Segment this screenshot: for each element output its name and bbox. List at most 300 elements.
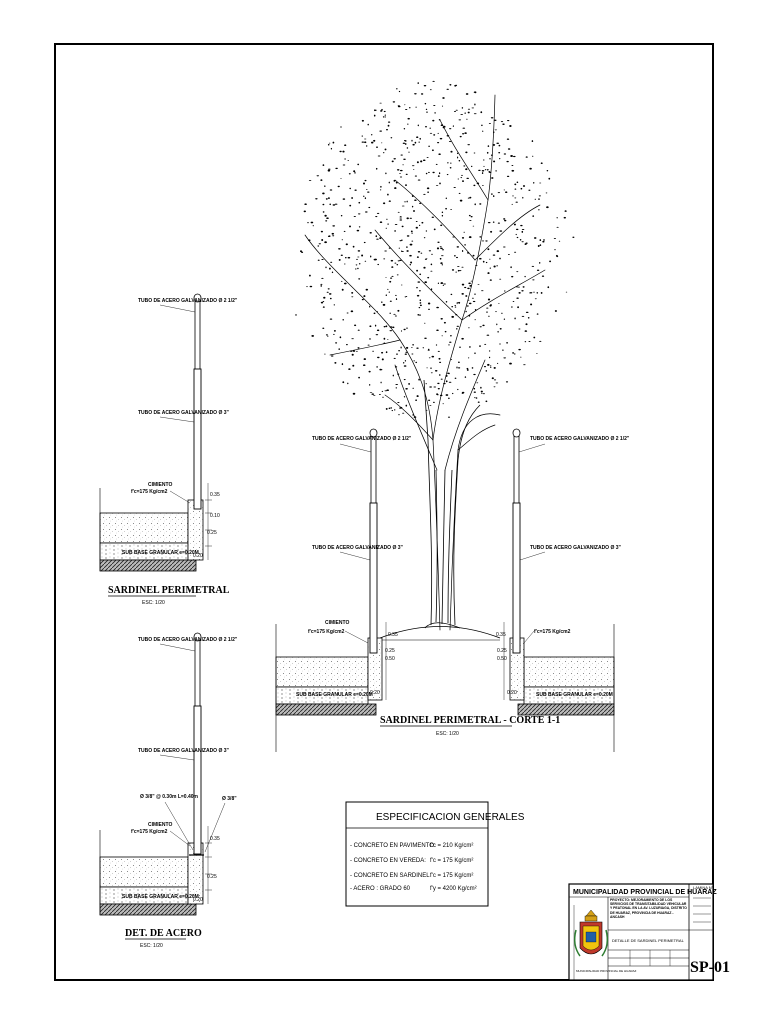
leaf-mark — [450, 163, 452, 164]
leaf-mark — [413, 169, 414, 170]
leaf-mark — [351, 310, 354, 312]
leaf-mark — [442, 97, 444, 99]
leaf-mark — [506, 161, 508, 162]
dim-label: 0.25 — [207, 530, 217, 536]
leaf-mark — [339, 151, 341, 152]
leaf-mark — [450, 335, 452, 336]
leaf-mark — [458, 178, 459, 179]
leaf-mark — [353, 246, 355, 248]
leaf-mark — [541, 162, 543, 164]
leaf-mark — [478, 402, 480, 403]
leaf-mark — [513, 156, 516, 157]
leaf-mark — [517, 306, 519, 308]
leaf-mark — [399, 240, 401, 241]
leaf-mark — [471, 216, 473, 217]
leaf-mark — [465, 168, 467, 170]
leaf-mark — [458, 119, 461, 120]
leaf-mark — [537, 292, 539, 293]
leaf-mark — [516, 297, 519, 298]
leaf-mark — [542, 241, 544, 243]
leaf-mark — [391, 276, 393, 277]
leaf-mark — [404, 396, 405, 397]
leaf-mark — [399, 219, 402, 220]
leaf-mark — [405, 353, 407, 354]
leaf-mark — [335, 168, 338, 169]
leaf-mark — [465, 376, 466, 378]
leaf-mark — [394, 187, 396, 189]
leaf-mark — [418, 251, 421, 253]
leaf-mark — [454, 305, 456, 306]
leaf-mark — [311, 335, 314, 337]
leaf-mark — [488, 145, 490, 147]
leaf-mark — [363, 196, 364, 197]
dim-label: 0.35 — [210, 492, 220, 498]
dim-label: 0.25 — [497, 648, 507, 654]
leaf-mark — [359, 263, 361, 264]
leaf-mark — [438, 351, 440, 352]
scale-label: ESC: 1/20 — [436, 731, 459, 737]
leaf-mark — [328, 288, 330, 289]
leaf-mark — [453, 187, 455, 188]
leaf-mark — [380, 186, 381, 188]
callout-label: TUBO DE ACERO GALVANIZADO Ø 2 1/2" — [138, 637, 238, 643]
leaf-mark — [443, 403, 444, 404]
leaf-mark — [471, 281, 473, 282]
leaf-mark — [330, 189, 333, 190]
leaf-mark — [412, 144, 414, 146]
leaf-mark — [436, 164, 438, 165]
leaf-mark — [474, 397, 476, 398]
tree-trunk — [424, 380, 480, 628]
callout-label: SUB BASE GRANULAR e=0.20M — [122, 550, 199, 556]
leaf-mark — [397, 274, 399, 275]
leaf-mark — [452, 393, 453, 394]
leaf-mark — [392, 327, 394, 329]
leaf-mark — [525, 323, 527, 325]
leaf-mark — [377, 357, 380, 358]
leaf-mark — [511, 165, 513, 166]
leaf-mark — [405, 184, 407, 186]
title-block-lamina-label: LAMINA N° — [693, 885, 714, 890]
leaf-mark — [490, 365, 491, 366]
leaf-mark — [493, 221, 494, 223]
leaf-mark — [419, 314, 420, 316]
leaf-mark — [459, 193, 461, 194]
leaf-mark — [338, 248, 341, 249]
leaf-mark — [368, 124, 369, 126]
leaf-mark — [456, 110, 458, 111]
leaf-mark — [411, 233, 412, 234]
leaf-mark — [526, 312, 529, 313]
leaf-mark — [384, 251, 387, 252]
leaf-mark — [505, 191, 507, 193]
leaf-mark — [487, 152, 489, 154]
leaf-mark — [363, 364, 366, 366]
leaf-mark — [371, 134, 372, 135]
leaf-mark — [484, 344, 486, 345]
leaf-mark — [556, 217, 558, 218]
leaf-mark — [335, 342, 337, 343]
leaf-mark — [323, 301, 325, 302]
leaf-mark — [426, 230, 427, 231]
leaf-mark — [421, 253, 423, 254]
leaf-mark — [323, 306, 325, 307]
leaf-mark — [357, 257, 359, 258]
leaf-mark — [418, 125, 419, 127]
leaf-mark — [469, 236, 472, 238]
leaf-mark — [530, 303, 532, 305]
leaf-mark — [473, 255, 475, 257]
leaf-mark — [436, 307, 439, 309]
leaf-mark — [377, 330, 380, 332]
leaf-mark — [338, 186, 340, 187]
leaf-mark — [373, 140, 375, 142]
dim-label: 0.10 — [210, 513, 220, 519]
leaf-mark — [498, 192, 500, 193]
callout-label: f'c=175 Kg/cm2 — [308, 629, 345, 635]
leaf-mark — [488, 316, 490, 317]
leaf-mark — [401, 155, 403, 156]
leaf-mark — [493, 195, 494, 197]
leaf-mark — [366, 145, 367, 146]
leaf-mark — [413, 360, 415, 361]
leaf-mark — [391, 266, 393, 268]
leaf-mark — [418, 142, 420, 143]
leaf-mark — [466, 178, 469, 179]
leaf-mark — [454, 85, 456, 87]
leaf-mark — [455, 378, 457, 379]
leaf-mark — [490, 279, 492, 280]
leaf-mark — [326, 198, 328, 200]
leaf-mark — [467, 144, 470, 145]
leaf-mark — [412, 165, 415, 166]
leaf-mark — [351, 197, 353, 199]
leaf-mark — [417, 161, 419, 163]
leaf-mark — [368, 207, 370, 208]
leaf-mark — [468, 112, 470, 114]
leaf-mark — [358, 250, 361, 252]
leaf-mark — [412, 206, 413, 208]
leaf-mark — [376, 334, 379, 335]
leaf-mark — [395, 316, 397, 317]
leaf-mark — [446, 380, 448, 382]
leaf-mark — [382, 391, 383, 392]
leaf-mark — [520, 225, 522, 226]
leaf-mark — [343, 164, 346, 165]
leaf-mark — [522, 229, 525, 230]
leaf-mark — [483, 261, 485, 263]
leaf-mark — [432, 81, 434, 82]
leaf-mark — [442, 106, 443, 107]
leaf-mark — [363, 295, 365, 297]
leaf-mark — [490, 268, 491, 269]
leaf-mark — [439, 182, 441, 184]
leaf-mark — [439, 374, 440, 376]
leaf-mark — [432, 172, 434, 173]
leaf-mark — [491, 177, 493, 179]
leaf-mark — [461, 175, 463, 176]
leaf-mark — [370, 392, 373, 393]
leaf-mark — [335, 204, 338, 205]
leaf-mark — [472, 367, 474, 369]
leaf-mark — [387, 223, 388, 224]
callout-label: TUBO DE ACERO GALVANIZADO Ø 3" — [530, 545, 621, 551]
leaf-mark — [334, 304, 335, 305]
leaf-mark — [407, 201, 408, 203]
leaf-mark — [446, 301, 448, 303]
leaf-mark — [485, 169, 486, 170]
leaf-mark — [469, 220, 471, 221]
leaf-mark — [494, 379, 496, 380]
leaf-mark — [409, 107, 410, 108]
leaf-mark — [440, 246, 442, 247]
leaf-mark — [326, 334, 328, 335]
leaf-mark — [414, 199, 417, 200]
leaf-mark — [464, 244, 466, 245]
leaf-mark — [538, 209, 539, 210]
leaf-mark — [405, 360, 406, 362]
leaf-mark — [462, 284, 464, 286]
leaf-mark — [368, 345, 370, 346]
leaf-mark — [344, 264, 345, 265]
leaf-mark — [347, 383, 348, 385]
leaf-mark — [487, 248, 489, 250]
leaf-mark — [376, 239, 379, 240]
leaf-mark — [407, 147, 409, 148]
leaf-mark — [543, 239, 545, 240]
dim-label: 0.25 — [385, 648, 395, 654]
leaf-mark — [411, 241, 413, 242]
leaf-mark — [515, 202, 517, 203]
leaf-mark — [468, 327, 470, 328]
leaf-mark — [427, 157, 429, 158]
leaf-mark — [481, 125, 483, 126]
callout-label: Ø 3/8" — [222, 796, 237, 802]
leaf-mark — [471, 166, 472, 167]
leaf-mark — [440, 318, 442, 320]
leaf-mark — [516, 229, 519, 230]
leaf-mark — [416, 221, 418, 222]
leaf-mark — [520, 357, 522, 358]
leaf-mark — [555, 310, 557, 312]
leaf-mark — [358, 202, 360, 204]
leaf-mark — [428, 172, 430, 173]
leaf-mark — [327, 292, 329, 293]
leaf-mark — [389, 182, 390, 184]
leaf-mark — [462, 133, 464, 134]
leaf-mark — [459, 347, 461, 348]
leaf-mark — [429, 386, 432, 387]
leaf-mark — [538, 198, 540, 200]
leaf-mark — [370, 256, 371, 258]
leaf-mark — [463, 165, 465, 166]
leaf-mark — [522, 197, 523, 199]
leaf-mark — [395, 224, 398, 225]
leaf-mark — [362, 136, 364, 137]
leaf-mark — [440, 258, 442, 260]
leaf-mark — [474, 293, 475, 295]
leaf-mark — [517, 181, 519, 183]
leaf-mark — [330, 262, 332, 263]
leaf-mark — [497, 265, 498, 267]
leaf-mark — [341, 255, 343, 256]
leaf-mark — [451, 316, 454, 318]
leaf-mark — [348, 257, 351, 259]
leaf-mark — [420, 160, 422, 162]
leaf-mark — [344, 231, 346, 232]
leaf-mark — [506, 342, 508, 343]
leaf-mark — [407, 118, 409, 120]
leaf-mark — [496, 143, 499, 144]
leaf-mark — [332, 271, 333, 273]
leaf-mark — [385, 173, 386, 175]
leaf-mark — [322, 204, 324, 206]
leaf-mark — [483, 159, 484, 160]
leaf-mark — [405, 109, 407, 110]
leaf-mark — [446, 394, 449, 396]
leaf-mark — [386, 294, 387, 296]
detail-det-de-acero — [100, 633, 238, 949]
leaf-mark — [393, 101, 396, 102]
title-block-project-wrap — [610, 898, 688, 929]
leaf-mark — [467, 368, 469, 370]
callout-label: f'c=175 Kg/cm2 — [131, 489, 168, 495]
scale-label: ESC: 1/20 — [140, 943, 163, 949]
leaf-mark — [554, 238, 556, 239]
leaf-mark — [503, 357, 506, 358]
leaf-mark — [363, 183, 365, 185]
leaf-mark — [442, 264, 443, 265]
leaf-mark — [532, 156, 533, 157]
leaf-mark — [342, 151, 344, 152]
leaf-mark — [405, 140, 407, 142]
leaf-mark — [440, 262, 442, 264]
leaf-mark — [344, 158, 345, 159]
leaf-mark — [514, 224, 516, 226]
leaf-mark — [506, 381, 508, 382]
leaf-mark — [427, 187, 429, 189]
leaf-mark — [441, 379, 443, 380]
leaf-mark — [532, 266, 535, 267]
leaf-mark — [342, 289, 344, 291]
leaf-mark — [461, 338, 464, 340]
leaf-mark — [513, 301, 515, 302]
leaf-mark — [404, 128, 405, 129]
leaf-mark — [502, 123, 504, 124]
leaf-mark — [548, 178, 550, 180]
leaf-mark — [323, 164, 325, 166]
leaf-mark — [466, 93, 469, 95]
leaf-mark — [424, 323, 425, 324]
leaf-mark — [436, 329, 439, 331]
callout-label: TUBO DE ACERO GALVANIZADO Ø 2 1/2" — [530, 436, 630, 442]
leaf-mark — [391, 137, 393, 138]
leaf-mark — [474, 113, 477, 114]
leaf-mark — [382, 397, 384, 398]
leaf-mark — [421, 222, 423, 224]
leaf-mark — [556, 227, 558, 228]
leaf-mark — [482, 185, 484, 186]
leaf-mark — [389, 330, 392, 331]
leaf-mark — [374, 313, 376, 315]
leaf-mark — [393, 158, 396, 159]
leaf-mark — [404, 104, 405, 105]
leaf-mark — [434, 112, 436, 113]
leaf-mark — [507, 176, 509, 177]
leaf-mark — [365, 197, 366, 199]
leaf-mark — [432, 149, 434, 151]
leaf-mark — [556, 255, 558, 257]
leaf-mark — [514, 353, 515, 354]
leaf-mark — [383, 202, 385, 204]
leaf-mark — [493, 160, 495, 162]
leaf-mark — [498, 222, 500, 223]
leaf-mark — [501, 121, 503, 122]
leaf-mark — [521, 290, 523, 291]
leaf-mark — [539, 341, 541, 342]
leaf-mark — [522, 316, 525, 317]
leaf-mark — [438, 133, 439, 134]
leaf-mark — [395, 384, 398, 385]
leaf-mark — [327, 336, 328, 337]
leaf-mark — [475, 319, 476, 320]
leaf-mark — [358, 213, 361, 214]
leaf-mark — [349, 188, 351, 189]
leaf-mark — [462, 392, 465, 394]
leaf-mark — [419, 290, 421, 291]
detail-title: DET. DE ACERO — [125, 928, 202, 939]
specifications-box — [346, 802, 525, 906]
leaf-mark — [402, 226, 404, 228]
leaf-mark — [536, 353, 538, 354]
leaf-mark — [547, 286, 549, 288]
leaf-mark — [408, 383, 410, 385]
leaf-mark — [537, 313, 539, 314]
leaf-mark — [457, 157, 458, 159]
leaf-mark — [504, 319, 505, 320]
leaf-mark — [462, 250, 463, 252]
leaf-mark — [533, 292, 534, 293]
leaf-mark — [507, 120, 509, 121]
leaf-mark — [332, 233, 335, 235]
leaf-mark — [394, 409, 395, 410]
leaf-mark — [301, 251, 303, 253]
leaf-mark — [490, 231, 492, 233]
leaf-mark — [397, 169, 400, 170]
leaf-mark — [414, 93, 417, 94]
leaf-mark — [338, 348, 339, 350]
leaf-mark — [385, 148, 387, 150]
leaf-mark — [384, 338, 386, 340]
leaf-mark — [412, 344, 414, 346]
leaf-mark — [395, 295, 397, 296]
leaf-mark — [328, 169, 331, 170]
leaf-mark — [386, 219, 388, 220]
leaf-mark — [468, 282, 471, 284]
leaf-mark — [342, 239, 343, 240]
leaf-mark — [542, 276, 544, 277]
leaf-mark — [482, 131, 483, 132]
leaf-mark — [397, 264, 399, 265]
leaf-mark — [354, 172, 356, 173]
leaf-mark — [437, 142, 439, 143]
leaf-mark — [430, 271, 432, 272]
leaf-mark — [428, 303, 430, 305]
leaf-mark — [384, 390, 387, 391]
leaf-mark — [364, 141, 366, 143]
leaf-mark — [540, 239, 542, 241]
leaf-mark — [329, 143, 330, 144]
